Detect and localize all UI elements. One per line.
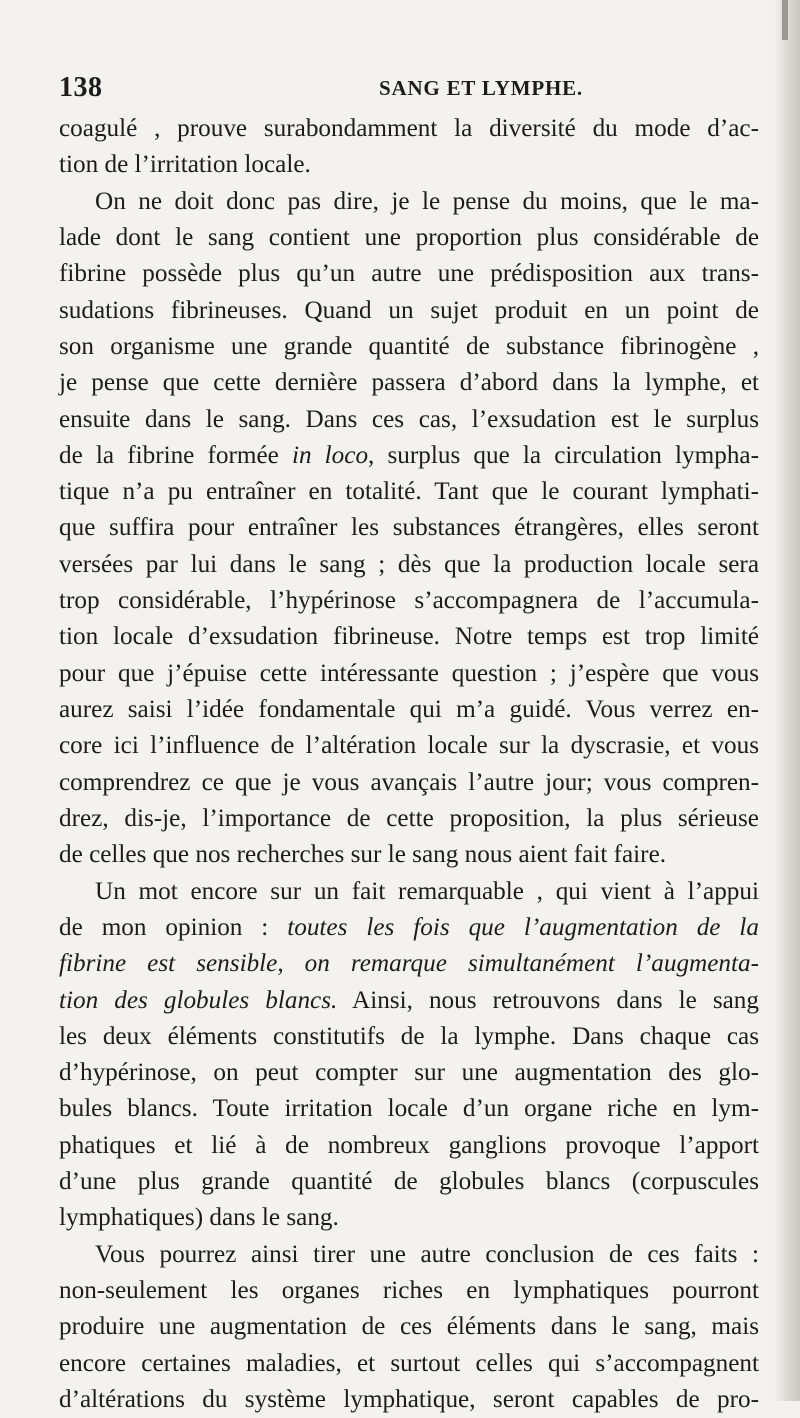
text-line (59, 1128, 759, 1164)
running-head (59, 72, 759, 106)
body-text (59, 111, 759, 1418)
text-line (59, 837, 759, 873)
text-segment: phatiques et lié à de nombreux ganglions provoque l’apport (59, 1131, 759, 1159)
text-line (59, 1237, 759, 1273)
text-line (59, 474, 759, 510)
text-line (59, 946, 759, 982)
text-segment: aurez saisi l’idée fondamentale qui m’a guidé. Vous verrez en- (59, 696, 759, 723)
text-segment: pour que j’épuise cette intéressante question ; j’espère que vous (59, 659, 759, 687)
text-segment: d’une plus grande quantité de globules blancs (corpuscules (59, 1168, 759, 1196)
text-line (59, 329, 759, 365)
page-number: 138 (59, 72, 103, 103)
text-line (59, 583, 759, 619)
text-segment: de la fibrine formée (59, 441, 292, 469)
text-line (59, 983, 759, 1019)
text-segment: Ainsi, nous retrouvons dans le sang (337, 986, 759, 1014)
text-line (59, 1019, 759, 1055)
text-line (59, 1346, 759, 1382)
text-line (59, 111, 759, 147)
text-line (59, 1055, 759, 1091)
text-segment: , surplus que la circulation lympha- (368, 441, 759, 469)
text-line (59, 910, 759, 946)
text-segment: versées par lui dans le sang ; dès que la production locale sera (59, 550, 759, 578)
text-segment: produire une augmentation de ces éléments dans le sang, mais (59, 1313, 759, 1341)
text-line (59, 510, 759, 546)
text-line (59, 728, 759, 764)
text-segment: je pense que cette dernière passera d’abord dans la lymphe, et (59, 369, 759, 397)
text-line (59, 365, 759, 401)
text-segment: comprendrez ce que je vous avançais l’autre jour; vous compren- (59, 768, 759, 796)
text-segment: d’hypérinose, on peut compter sur une augmentation des glo- (59, 1059, 759, 1087)
text-segment: drez, dis-je, l’importance de cette proposition, la plus sérieuse (59, 804, 759, 832)
text-segment: trop considérable, l’hypérinose s’accompagnera de l’accumula- (59, 587, 759, 615)
running-title: SANG ET LYMPHE. (379, 76, 583, 100)
text-line (59, 656, 759, 692)
text-segment: encore certaines maladies, et surtout celles qui s’accompagnent (59, 1349, 759, 1377)
text-line (59, 438, 759, 474)
italic-text: fibrine est sensible, on remarque simultanément l’augmenta- (59, 950, 759, 978)
text-line (59, 801, 759, 837)
italic-text: tion des globules blancs. (59, 986, 338, 1014)
text-line (59, 1091, 759, 1127)
text-segment: fibrine possède plus qu’un autre une prédisposition aux trans- (59, 260, 759, 288)
text-segment: tion de l’irritation locale. (59, 151, 311, 179)
text-segment: que suffira pour entraîner les substances étrangères, elles seront (59, 514, 759, 542)
text-segment: tion locale d’exsudation fibrineuse. Notre temps est trop limité (59, 623, 759, 651)
text-line (59, 1273, 759, 1309)
text-segment: Vous pourrez ainsi tirer une autre conclusion de ces faits : (95, 1240, 759, 1268)
text-line (59, 402, 759, 438)
text-line (59, 692, 759, 728)
text-segment: ensuite dans le sang. Dans ces cas, l’exsudation est le surplus (59, 405, 759, 433)
text-line (59, 874, 759, 910)
text-segment: bules blancs. Toute irritation locale d’un organe riche en lym- (59, 1095, 759, 1123)
text-segment: son organisme une grande quantité de substance fibrinogène , (59, 332, 759, 360)
page-edge-shadow (774, 0, 800, 1401)
text-segment: d’altérations du système lymphatique, seront capables de pro- (59, 1385, 759, 1413)
text-line (59, 1164, 759, 1200)
text-segment: de mon opinion : (59, 913, 288, 941)
text-segment: non-seulement les organes riches en lymphatiques pourront (59, 1277, 759, 1304)
text-segment: les deux éléments constitutifs de la lymphe. Dans chaque cas (59, 1022, 759, 1050)
italic-text: in loco (291, 441, 369, 469)
text-segment: tique n’a pu entraîner en totalité. Tant que le courant lymphati- (59, 478, 759, 506)
scan-mark (782, 0, 788, 40)
text-line (59, 1309, 759, 1345)
text-segment: Un mot encore sur un fait remarquable , qui vient à l’appui (95, 877, 759, 905)
text-segment: coagulé , prouve surabondamment la diversité du mode d’ac- (59, 115, 759, 142)
text-line (59, 220, 759, 256)
italic-text: toutes les fois que l’augmentation de la (287, 913, 760, 941)
text-segment: sudations fibrineuses. Quand un sujet produit en un point de (59, 296, 759, 324)
text-line (59, 619, 759, 655)
text-segment: lade dont le sang contient une proportion plus considérable de (59, 223, 759, 251)
text-line (59, 1382, 759, 1418)
text-line (59, 765, 759, 801)
text-line (59, 547, 759, 583)
text-segment: core ici l’influence de l’altération locale sur la dyscrasie, et vous (59, 732, 759, 760)
text-segment: On ne doit donc pas dire, je le pense du moins, que le ma- (95, 187, 759, 215)
text-line (59, 256, 759, 292)
text-line (59, 184, 759, 220)
text-segment: lymphatiques) dans le sang. (59, 1204, 339, 1232)
text-segment: de celles que nos recherches sur le sang nous aient fait faire. (59, 841, 667, 869)
text-line (59, 293, 759, 329)
text-line (59, 1200, 759, 1236)
text-line (59, 147, 759, 183)
